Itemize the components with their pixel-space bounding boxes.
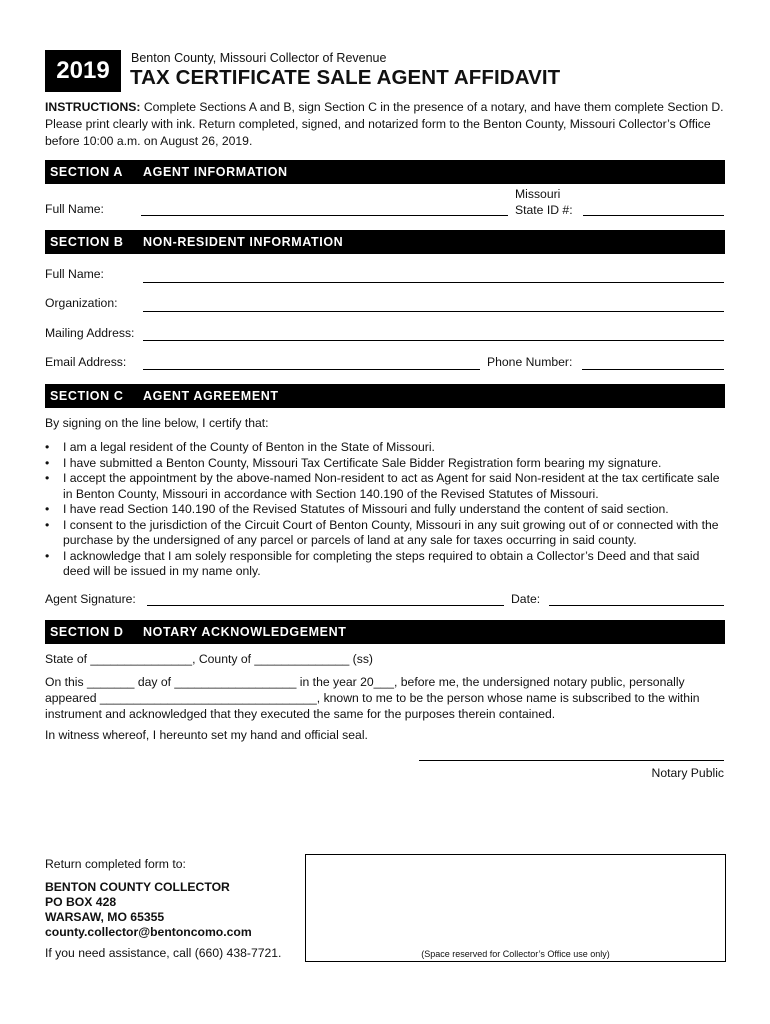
date-label: Date: — [511, 592, 541, 606]
bullet-icon: • — [45, 455, 50, 470]
form-title: TAX CERTIFICATE SALE AGENT AFFIDAVIT — [130, 66, 561, 89]
bullet-icon: • — [45, 517, 50, 532]
section-b-title: NON-RESIDENT INFORMATION — [143, 235, 344, 249]
notary-signature-field[interactable] — [419, 760, 724, 761]
agent-full-name-field[interactable] — [141, 215, 508, 216]
state-id-label-line1: Missouri — [515, 187, 561, 201]
witness-statement: In witness whereof, I hereunto set my hand and official seal. — [45, 728, 368, 742]
year-text: 2019 — [56, 57, 110, 84]
organization-name: Benton County, Missouri Collector of Revenue — [131, 51, 387, 65]
address-line: WARSAW, MO 65355 — [45, 910, 165, 924]
list-item-text: I accept the appointment by the above-named Non-resident to act as Agent for said Non-resident at the tax certificate sale in Benton County, Missouri in accordance with Section 140.190 of the Revised Statutes of Missouri. — [63, 471, 720, 501]
return-label: Return completed form to: — [45, 857, 186, 871]
state-id-label — [515, 186, 573, 218]
organization-label: Organization: — [45, 296, 118, 310]
phone-number-label: Phone Number: — [487, 355, 573, 369]
list-item — [45, 502, 729, 518]
agent-full-name-label: Full Name: — [45, 202, 104, 216]
notary-paragraph-line3: instrument and acknowledged that they executed the same for the purposes therein contained. — [45, 707, 556, 721]
section-d-title: NOTARY ACKNOWLEDGEMENT — [143, 625, 347, 639]
list-item — [45, 456, 729, 472]
email-link[interactable]: county.collector@bentoncomo.com — [45, 925, 252, 939]
instructions — [45, 99, 729, 150]
state-id-label-line2: State ID #: — [515, 203, 573, 217]
section-a-header — [45, 160, 725, 184]
address-line: PO BOX 428 — [45, 895, 117, 909]
organization-field[interactable] — [143, 311, 724, 312]
agent-signature-field[interactable] — [147, 605, 504, 606]
section-b-id: SECTION B — [50, 235, 124, 249]
state-id-field[interactable] — [583, 215, 724, 216]
nonresident-full-name-label: Full Name: — [45, 267, 104, 281]
mailing-address-label: Mailing Address: — [45, 326, 135, 340]
phone-number-field[interactable] — [582, 369, 724, 370]
section-d-id: SECTION D — [50, 625, 124, 639]
notary-paragraph-line1: On this _______ day of __________________ in the year 20___, before me, the undersigned notary public, personally — [45, 675, 685, 689]
list-item-text: I consent to the jurisdiction of the Circuit Court of Benton County, Missouri in any suit growing out of or connected with the purchase by the undersigned of any parcel or parcels of land at any sale for taxes occurring in said county. — [63, 517, 719, 547]
address-line: BENTON COUNTY COLLECTOR — [45, 880, 230, 894]
agreement-intro: By signing on the line below, I certify that: — [45, 416, 269, 430]
instructions-text: Complete Sections A and B, sign Section C in the presence of a notary, and have them complete Section D. Please print clearly with ink. Return completed, signed, and notarized form to the Benton County, Missouri Collector’s Office before 10:00 a.m. on August 26, 2019. — [45, 100, 724, 148]
notary-paragraph-line2: appeared ________________________________, known to me to be the person whose name is subscribed to the within — [45, 691, 700, 705]
notary-public-label: Notary Public — [651, 766, 724, 780]
list-item-text: I am a legal resident of the County of Benton in the State of Missouri. — [63, 440, 435, 454]
list-item — [45, 440, 729, 456]
notary-paragraph — [45, 674, 735, 722]
list-item-text: I have submitted a Benton County, Missouri Tax Certificate Sale Bidder Registration form bearing my signature. — [63, 455, 662, 470]
notary-state-county-line: State of _______________, County of ______________ (ss) — [45, 652, 373, 666]
email-address-field[interactable] — [143, 369, 480, 370]
mailing-address-field[interactable] — [143, 340, 724, 341]
office-use-box — [305, 854, 726, 962]
date-field[interactable] — [549, 605, 724, 606]
agent-signature-label: Agent Signature: — [45, 592, 136, 606]
office-use-note: (Space reserved for Collector’s Office use only) — [421, 949, 610, 959]
list-item — [45, 549, 729, 580]
instructions-label: INSTRUCTIONS: — [45, 100, 141, 114]
section-b-header — [45, 230, 725, 254]
bullet-icon: • — [45, 548, 50, 563]
year-badge — [45, 50, 121, 92]
bullet-icon: • — [45, 502, 50, 516]
bullet-icon: • — [45, 440, 50, 454]
section-d-header — [45, 620, 725, 644]
section-c-title: AGENT AGREEMENT — [143, 389, 279, 403]
nonresident-full-name-field[interactable] — [143, 282, 724, 283]
list-item-text: I acknowledge that I am solely responsible for completing the steps required to obtain a Collector’s Deed and that said deed will be issued in my name only. — [63, 548, 700, 578]
agreement-list — [45, 440, 729, 580]
list-item-text: I have read Section 140.190 of the Revised Statutes of Missouri and fully understand the content of said section. — [63, 502, 669, 516]
section-c-header — [45, 384, 725, 408]
section-a-id: SECTION A — [50, 165, 123, 179]
section-a-title: AGENT INFORMATION — [143, 165, 288, 179]
section-c-id: SECTION C — [50, 389, 124, 403]
list-item — [45, 518, 729, 549]
email-address-label: Email Address: — [45, 355, 127, 369]
list-item — [45, 471, 729, 502]
bullet-icon: • — [45, 471, 50, 485]
assistance-text: If you need assistance, call (660) 438-7721. — [45, 946, 282, 960]
return-address — [45, 880, 252, 940]
